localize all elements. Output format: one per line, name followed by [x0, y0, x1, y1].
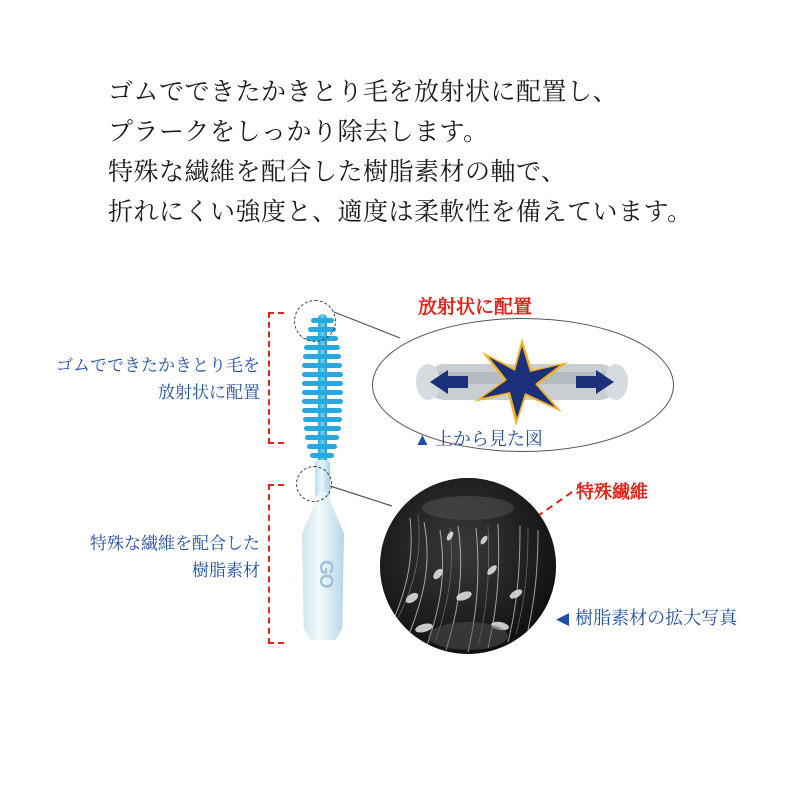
- bristle-row: [302, 381, 343, 386]
- bristle-row: [303, 354, 341, 359]
- label-resin-photo: [556, 604, 737, 630]
- label-special-fiber: 特殊繊維: [576, 482, 648, 502]
- caption-bristles-line-1: ゴムでできたかきとり毛を: [56, 356, 260, 375]
- bristle-row: [302, 408, 342, 413]
- bristle-row: [307, 444, 337, 449]
- sem-photo-graphic: [380, 478, 556, 654]
- bristle-row: [303, 417, 342, 422]
- headline-line-3: 特殊な繊維を配合した樹脂素材の軸で、: [108, 158, 567, 186]
- label-radial-arrangement: 放射状に配置: [418, 297, 533, 318]
- bristle-row: [302, 372, 343, 377]
- bristle-row: [302, 363, 342, 368]
- caption-resin-line-1: 特殊な繊維を配合した: [90, 534, 260, 553]
- arrow-up-icon: ▲: [414, 430, 431, 449]
- resin-sem-photo: [380, 478, 556, 654]
- zoom-marker-bristles: [294, 300, 336, 342]
- label-resin-photo-text: 樹脂素材の拡大写真: [575, 608, 738, 628]
- bracket-bristles: [268, 312, 284, 444]
- bristle-row: [302, 390, 343, 395]
- bristle-row: [310, 453, 334, 458]
- label-top-view-text: 上から見た図: [434, 429, 543, 449]
- bristle-row: [302, 399, 343, 404]
- bristle-row: [304, 345, 340, 350]
- caption-bristles-line-2: 放射状に配置: [158, 383, 260, 402]
- headline-block: [108, 72, 768, 232]
- caption-resin-line-2: 樹脂素材: [192, 561, 260, 580]
- headline-line-1: ゴムでできたかきとり毛を放射状に配置し、: [108, 78, 619, 106]
- arrow-left-icon: ◀: [556, 609, 570, 628]
- label-top-view: [414, 425, 543, 451]
- handle-brand-mark: GO: [315, 560, 336, 588]
- caption-bristles: [10, 352, 260, 406]
- zoom-marker-resin: [296, 466, 332, 502]
- bristle-row: [305, 435, 339, 440]
- headline-line-2: プラークをしっかり除去します。: [108, 118, 489, 146]
- bristle-row: [304, 426, 341, 431]
- bracket-resin: [268, 484, 284, 644]
- caption-resin: [10, 530, 260, 584]
- headline-line-4: 折れにくい強度と、適度は柔軟性を備えています。: [108, 198, 693, 226]
